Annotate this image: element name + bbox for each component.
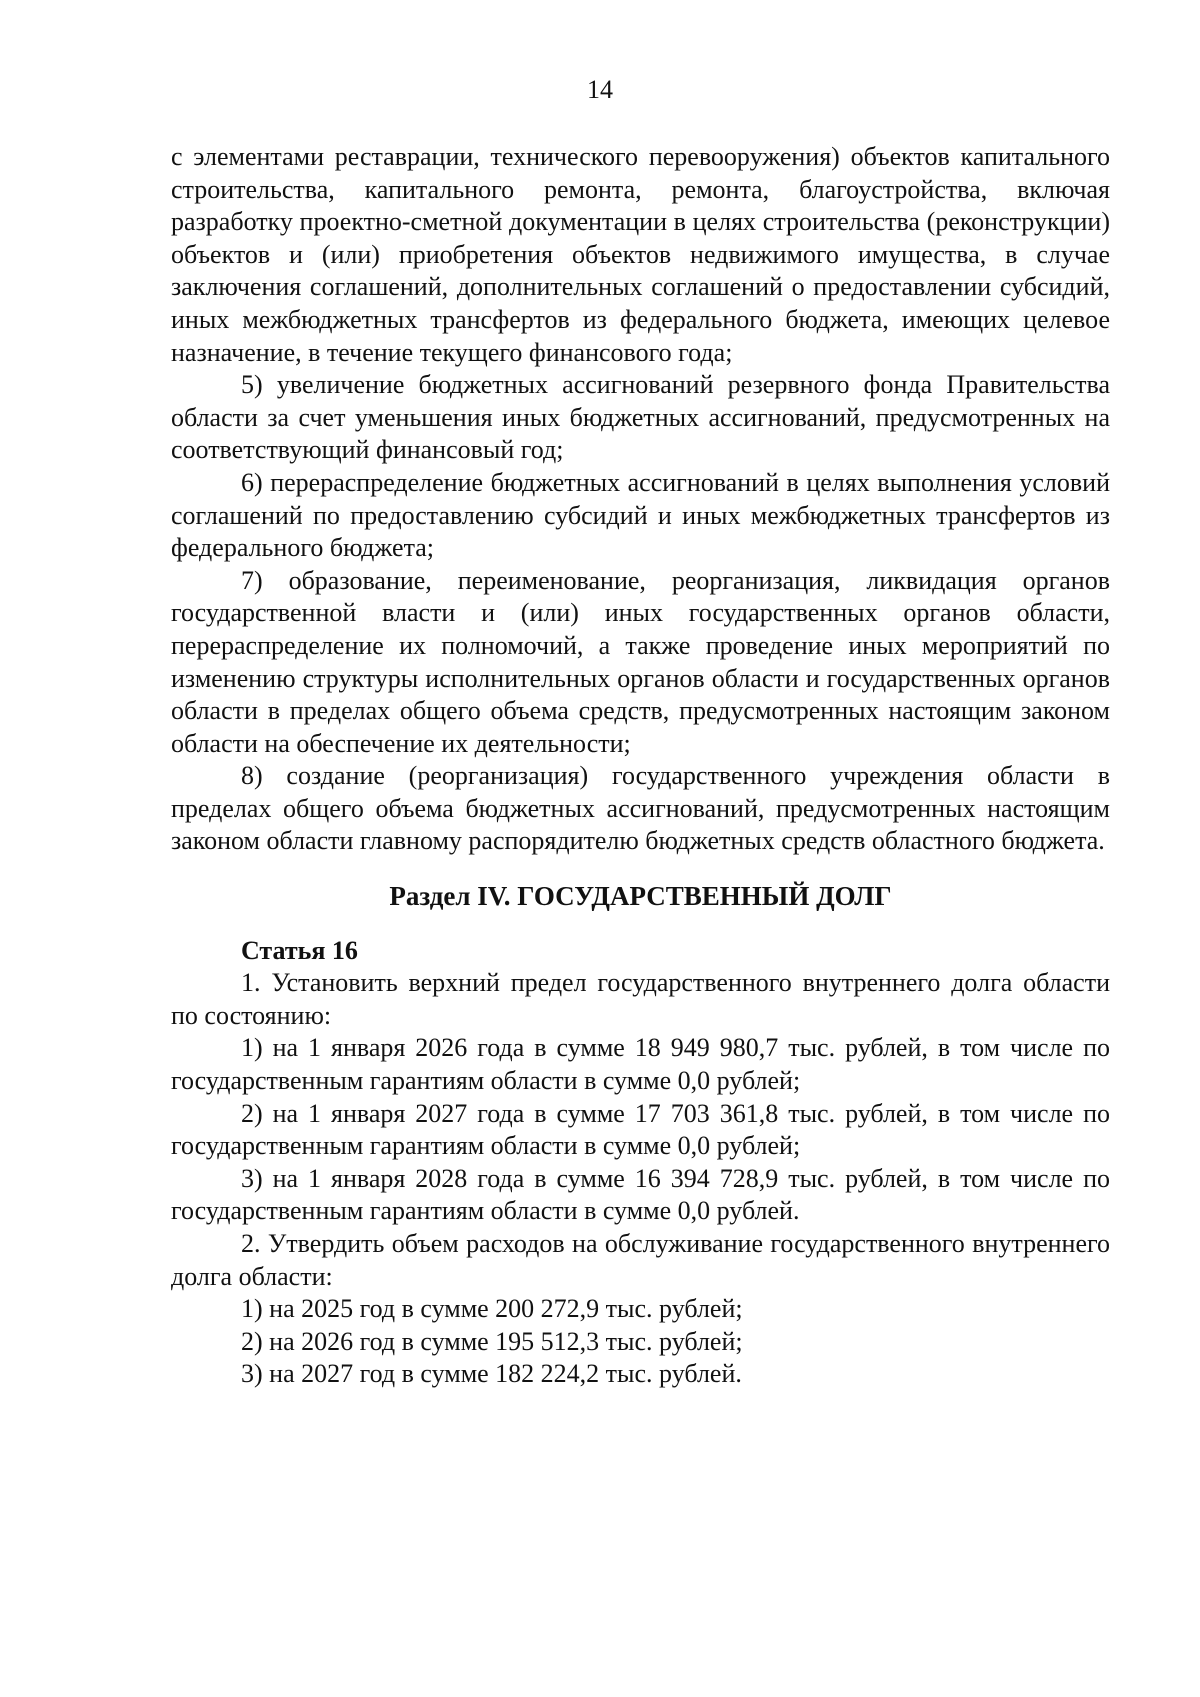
page-number: 14 xyxy=(587,75,613,104)
document-body xyxy=(171,141,1110,1391)
paragraph-debt-2028: 3) на 1 января 2028 года в сумме 16 394 728,9 тыс. рублей, в том числе по государственным гарантиям области в сумме 0,0 рублей. xyxy=(171,1163,1110,1226)
paragraph-item-5: 5) увеличение бюджетных ассигнований резервного фонда Правительства области за счет уменьшения иных бюджетных ассигнований, предусмотренных на соответствующий финансовый год; xyxy=(171,370,1110,465)
paragraph-debt-2027: 2) на 1 января 2027 года в сумме 17 703 361,8 тыс. рублей, в том числе по государственным гарантиям области в сумме 0,0 рублей; xyxy=(171,1098,1110,1161)
paragraph-expense-2027: 3) на 2027 год в сумме 182 224,2 тыс. рублей. xyxy=(241,1359,742,1389)
paragraph-item-7: 7) образование, переименование, реорганизация, ликвидация органов государственной власти и (или) иных государственных органов области, перераспределение их полномочий, а также проведение иных мероприятий по изменению структуры исполнительных органов области и государственных органов области в пределах общего объема средств, предусмотренных настоящим законом области на обеспечение их деятельности; xyxy=(171,565,1110,758)
paragraph-debt-2026: 1) на 1 января 2026 года в сумме 18 949 980,7 тыс. рублей, в том числе по государственным гарантиям области в сумме 0,0 рублей; xyxy=(171,1033,1110,1096)
section-heading: Раздел IV. ГОСУДАРСТВЕННЫЙ ДОЛГ xyxy=(389,881,892,912)
paragraph-expense-2025: 1) на 2025 год в сумме 200 272,9 тыс. рублей; xyxy=(241,1294,743,1324)
paragraph-service-expenses: 2. Утвердить объем расходов на обслуживание государственного внутреннего долга области: xyxy=(171,1229,1110,1291)
paragraph-item-6: 6) перераспределение бюджетных ассигнований в целях выполнения условий соглашений по предоставлению субсидий и иных межбюджетных трансфертов из федерального бюджета; xyxy=(171,467,1110,563)
paragraph-item-8: 8) создание (реорганизация) государственного учреждения области в пределах общего объема бюджетных ассигнований, предусмотренных настоящим законом области главному распорядителю бюджетных средств областного бюджета. xyxy=(171,761,1110,856)
paragraph-expense-2026: 2) на 2026 год в сумме 195 512,3 тыс. рублей; xyxy=(241,1326,743,1356)
paragraph-continuation: с элементами реставрации, технического перевооружения) объектов капитального строительства, капитального ремонта, ремонта, благоустройства, включая разработку проектно-сметной документации в целях строительства (реконструкции) объектов и (или) приобретения объектов недвижимого имущества, в случае заключения соглашений, дополнительных соглашений о предоставлении субсидий, иных межбюджетных трансфертов из федерального бюджета, имеющих целевое назначение, в течение текущего финансового года; xyxy=(171,142,1110,367)
article-heading: Статья 16 xyxy=(241,935,358,965)
paragraph-debt-limit: 1. Установить верхний предел государственного внутреннего долга области по состоянию: xyxy=(171,968,1110,1030)
